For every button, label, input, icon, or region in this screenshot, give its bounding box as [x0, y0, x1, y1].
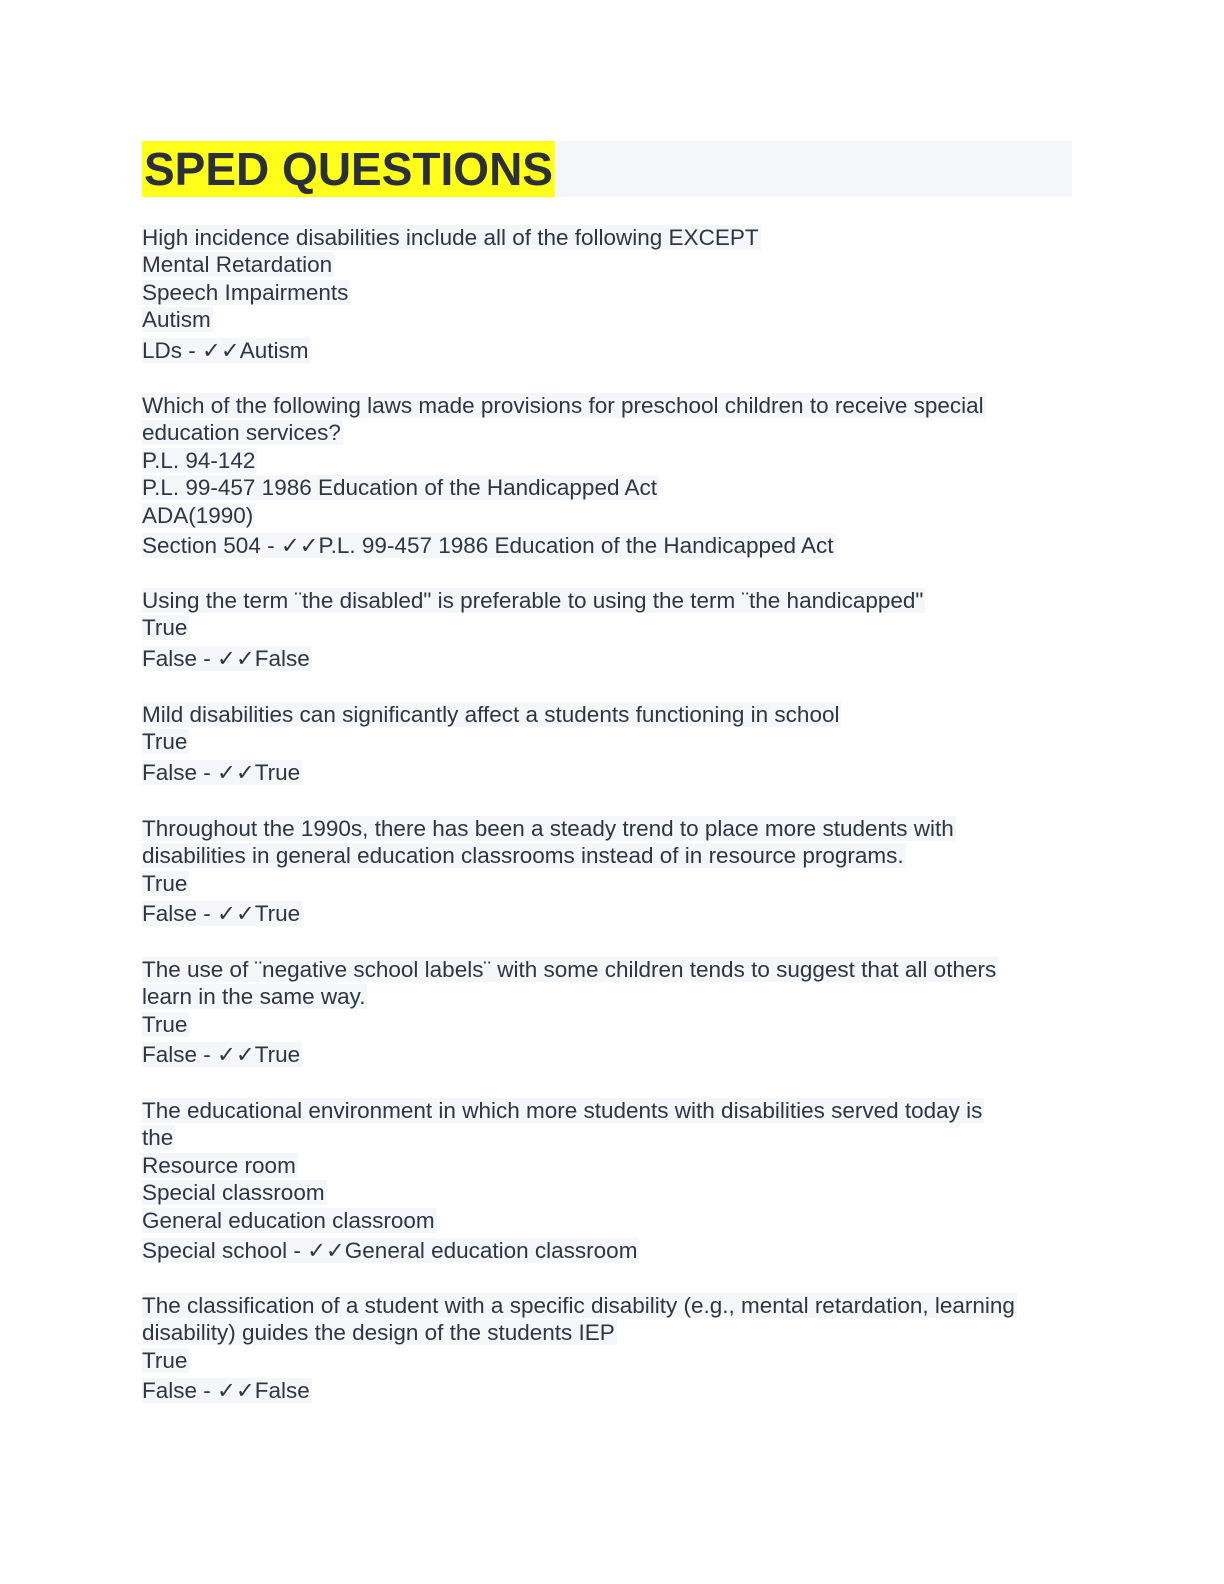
option-line [142, 279, 1082, 306]
question-text: Mild disabilities can significantly affect a students functioning in school [142, 702, 840, 727]
question-text: Which of the following laws made provisions for preschool children to receive special [142, 393, 984, 418]
answer-text: LDs - ✓✓Autism [142, 337, 309, 363]
option-text: True [142, 1347, 188, 1373]
answer-line [142, 759, 1082, 786]
option-text: education services? [142, 420, 341, 446]
option-text: disability) guides the design of the students IEP [142, 1320, 615, 1346]
question-block [142, 587, 1082, 672]
option-line [142, 1179, 1082, 1206]
answer-text: False - ✓✓False [142, 645, 310, 671]
option-line [142, 1152, 1082, 1179]
question-text-line [142, 587, 1082, 614]
question-text: Using the term ¨the disabled" is preferable to using the term ¨the handicapped" [142, 588, 924, 613]
question-text-line [142, 392, 1082, 419]
option-line [142, 1347, 1082, 1374]
option-text: Autism [142, 307, 211, 333]
answer-text: False - ✓✓True [142, 1042, 301, 1068]
option-line [142, 1011, 1082, 1038]
question-block [142, 1097, 1082, 1264]
question-text-line [142, 1097, 1082, 1124]
question-block [142, 392, 1082, 559]
option-text: Mental Retardation [142, 252, 333, 278]
option-line [142, 502, 1082, 529]
answer-text: Special school - ✓✓General education classroom [142, 1238, 638, 1264]
option-line [142, 728, 1082, 755]
option-text: ADA(1990) [142, 502, 254, 528]
option-text: Resource room [142, 1152, 296, 1178]
answer-text: False - ✓✓False [142, 1378, 310, 1404]
question-block [142, 224, 1082, 364]
option-text: General education classroom [142, 1207, 435, 1233]
option-line [142, 251, 1082, 278]
question-text-line [142, 1292, 1082, 1319]
option-line [142, 447, 1082, 474]
answer-line [142, 1041, 1082, 1068]
question-text: The classification of a student with a specific disability (e.g., mental retardation, learning [142, 1293, 1015, 1318]
option-text: P.L. 99-457 1986 Education of the Handicapped Act [142, 475, 657, 501]
option-text: True [142, 1011, 188, 1037]
option-text: True [142, 729, 188, 755]
page-title: SPED QUESTIONS [144, 143, 553, 195]
answer-text: Section 504 - ✓✓P.L. 99-457 1986 Education of the Handicapped Act [142, 533, 834, 559]
option-text: P.L. 94-142 [142, 447, 256, 473]
option-line [142, 306, 1082, 333]
option-text: disabilities in general education classrooms instead of in resource programs. [142, 843, 904, 869]
option-line [142, 1319, 1082, 1346]
option-line [142, 1124, 1082, 1151]
answer-line [142, 900, 1082, 927]
question-text-line [142, 815, 1082, 842]
question-block [142, 956, 1082, 1069]
question-text-line [142, 701, 1082, 728]
option-line [142, 419, 1082, 446]
option-line [142, 983, 1082, 1010]
answer-text: False - ✓✓True [142, 759, 301, 785]
answer-line [142, 645, 1082, 672]
option-line [142, 614, 1082, 641]
option-text: Speech Impairments [142, 279, 349, 305]
option-text: the [142, 1125, 174, 1151]
option-line [142, 1207, 1082, 1234]
question-block [142, 815, 1082, 928]
option-line [142, 474, 1082, 501]
question-text: High incidence disabilities include all of the following EXCEPT [142, 225, 759, 250]
option-text: learn in the same way. [142, 984, 366, 1010]
question-block [142, 701, 1082, 786]
question-text: The educational environment in which more students with disabilities served today is [142, 1098, 983, 1123]
answer-line [142, 1237, 1082, 1264]
question-text: Throughout the 1990s, there has been a steady trend to place more students with [142, 816, 954, 841]
question-text-line [142, 956, 1082, 983]
option-line [142, 870, 1082, 897]
option-text: True [142, 870, 188, 896]
question-block [142, 1292, 1082, 1405]
answer-line [142, 337, 1082, 364]
question-text-line [142, 224, 1082, 251]
answer-line [142, 532, 1082, 559]
answer-line [142, 1377, 1082, 1404]
option-text: Special classroom [142, 1180, 325, 1206]
option-text: True [142, 615, 188, 641]
answer-text: False - ✓✓True [142, 901, 301, 927]
option-line [142, 842, 1082, 869]
question-text: The use of ¨negative school labels¨ with some children tends to suggest that all others [142, 957, 997, 982]
